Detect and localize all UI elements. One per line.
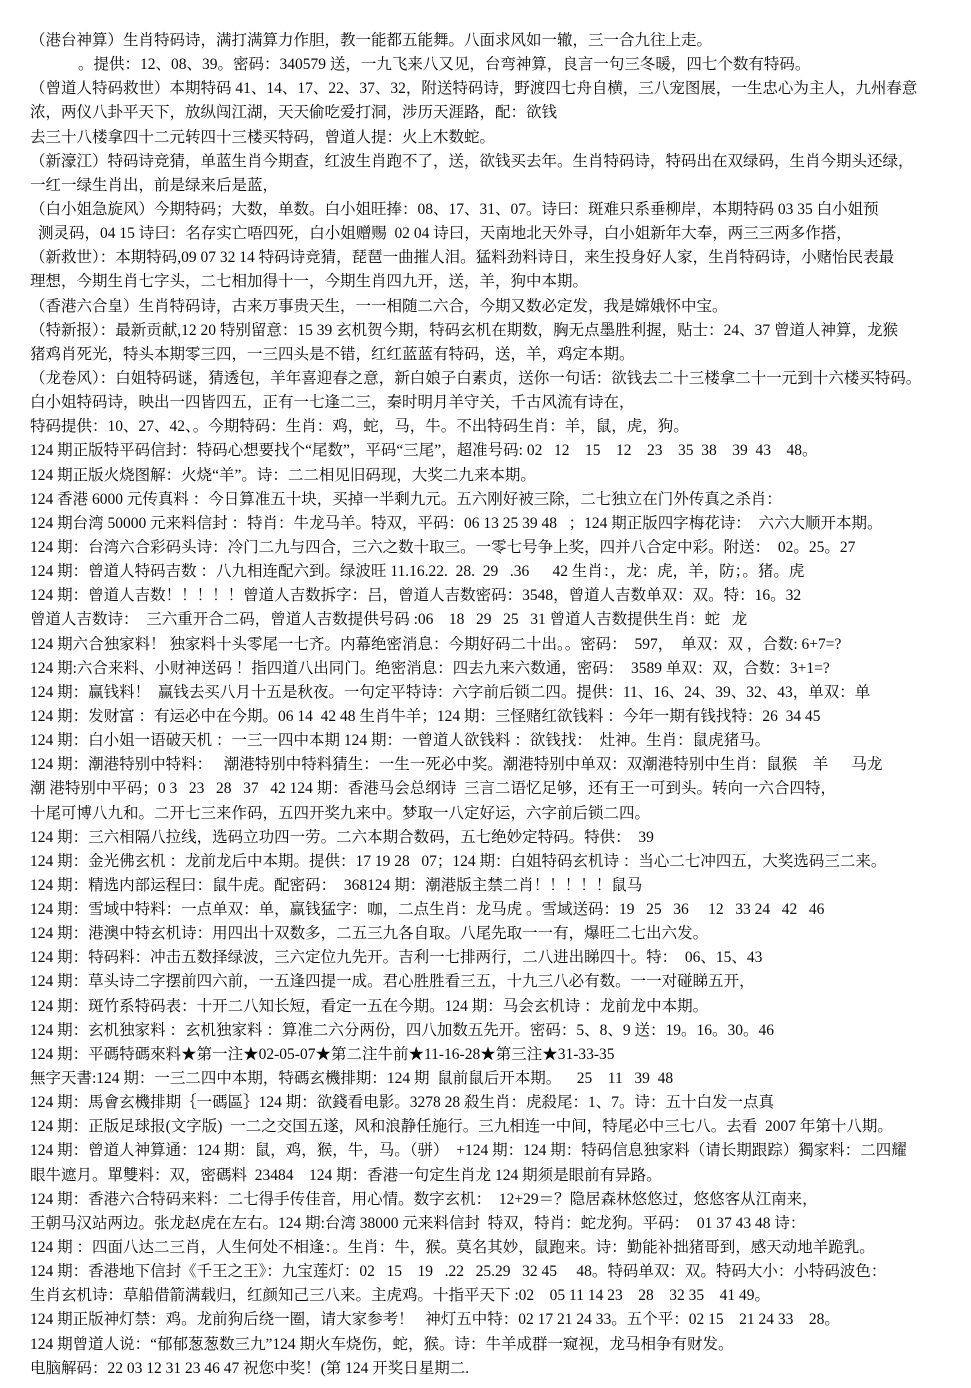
text-line: 124 期：发财富 ：有运必中在今期。06 14 42 48 生肖牛羊；124 期：三怪赌红欲钱料 ：今年一期有钱找特：26 34 45 (30, 707, 821, 725)
text-line: （特新报）：最新贡献,12 20 特别留意：15 39 玄机贺今期，特码玄机在期数，胸无点墨胜利握，贴士：24、37 曾道人神算，龙猴 (30, 321, 899, 339)
text-line: 124 期正版神灯禁：鸡。龙前狗后绕一圈，请大家参考！ 神灯五中特：02 17 21 24 33。五个平：02 15 21 24 33 28。 (30, 1311, 840, 1329)
text-line: 124 期：三六相隔八拉线，选码立功四一劳。二六本期合数码，五七绝妙定特码。特供： 39 (30, 828, 654, 846)
text-line: 124 期：香港地下信封《千王之王》：九宝莲灯：02 15 19 .22 25.29 32 45 48。特码单双：双。特码大小：小特码波色： (30, 1263, 887, 1281)
text-line: 白小姐特码诗，映出一四皆四五，正有一七逢二三，秦时明月羊守关，千古风流有诗在， (30, 394, 635, 412)
text-line: 猪鸡肖死光，特头本期零三四，一三四头是不错，红红蓝蓝有特码，送，羊，鸡定本期。 (30, 345, 635, 363)
text-line: （港台神算）生肖特码诗，满打满算力作胆，教一能都五能舞。八面求风如一辙，三一合九往上走。 (30, 32, 713, 49)
text-line: （白小姐急旋风）今期特码；大数，单数。白小姐旺捧：08、17、31、07。诗曰：斑难只系垂柳岸，本期特码 03 35 白小姐预 (30, 200, 879, 218)
document-body (30, 29, 969, 1381)
text-line: 124 期：曾道人特码吉数 ：八九相连配六到。绿波旺 11.16.22. 28. 29 .36 42 生肖：，龙：虎，羊，防；。猪。虎 (30, 563, 805, 581)
text-line: 测灵码，04 15 诗曰：名存实亡唔四死，白小姐赠赐 02 04 诗曰，天南地北天外寻，白小姐新年大奉，两三三两多作搭， (38, 225, 852, 243)
text-line: 124 期正版特平码信封：特码心想要找个“尾数”，平码“三尾”，超准号码: 02 12 15 12 23 35 38 39 43 48。 (30, 442, 818, 460)
text-line: 电脑解码：22 03 12 31 23 46 47 祝您中奖！(第 124 开奖日星期二. (30, 1359, 470, 1377)
text-line: 曾道人吉数诗： 三六重开合二码，曾道人吉数提供号码 :06 18 29 25 31 曾道人吉数提供生肖：蛇 龙 (30, 611, 748, 629)
text-line: 124 期台湾 50000 元来料信封 ：特肖：牛龙马羊。特双，平码：06 13 25 39 48 ；124 期正版四字梅花诗： 六六大顺开本期。 (30, 514, 883, 532)
text-line: 浓，两仪八卦平天下，放纵闯江湖，天天偷吃爱打洞，涉历天涯路，配：欲钱 (30, 104, 558, 122)
text-line: 一红一绿生肖出，前是绿来后是蓝， (30, 176, 279, 194)
text-line: 124 期：特码料：冲击五数择绿波，三六定位九先开。吉利一七排两行，二八进出睇四十。特： 06、15、43 (30, 949, 763, 967)
text-line: （新救世）：本期特码,09 07 32 14 特码诗竞猜，琵琶一曲摧人泪。猛料劲料诗日，来生投身好人家，生肖特码诗，小赌怡民表最 (30, 249, 895, 267)
text-line: （新濠江）特码诗竞猜，单蓝生肖今期查，红波生肖跑不了，送，欲钱买去年。生肖特码诗，特码出在双绿码，生肖今期头还绿， (30, 152, 914, 170)
text-line: 生肖玄机诗：草船借箭满载归，红颜知己三八来。主虎鸡。十指平天下 :02 05 11 14 23 28 32 35 41 49。 (30, 1287, 770, 1305)
text-line: 124 期：白小姐一语破天机 ：一三一四中本期 124 期：一曾道人欲钱料 ：欲钱找： 灶神。生肖：鼠虎猪马。 (30, 732, 771, 750)
text-line: 特码提供：10、27、42、。今期特码：生肖：鸡，蛇，马，牛。不出特码生肖：羊，鼠，虎，狗。 (30, 418, 689, 436)
text-line: （曾道人特码救世）本期特码 41、14、17、22、37、32，附送特码诗，野渡四七舟自横，三八宠图展，一生忠心为主人，九州春意 (30, 80, 918, 98)
text-line: 無字天書:124 期：一三二四中本期，特碼玄機排期：124 期 鼠前鼠后开本期。 25 11 39 48 (30, 1070, 674, 1088)
text-line: 124 期：精选内部运程曰：鼠牛虎。配密码： 368124 期：潮港版主禁二肖！！！！！鼠马 (30, 876, 643, 894)
text-line: 124 期：正版足球报(文字版) 一二之交国五遂，风和浪静任施行。三九相连一中间，特尾必中三七八。去看 2007 年第十八期。 (30, 1118, 893, 1136)
text-line: 124 期：曾道人神算通：124 期：鼠，鸡，猴，牛，马。（骈） +124 期：124 期：特码信息独家料（请长期跟踪）獨家料：二四耀 (30, 1142, 907, 1160)
text-line: 124 期：玄机独家料 ：玄机独家料 ：算准二六分两份，四八加数五先开。密码：5、8、9 送：19。16。30。46 (30, 1021, 775, 1039)
text-line: 124 期 ：四面八达二三肖，人生何处不相逢：。生肖：牛，猴。莫名其妙，鼠跑来。诗：勤能补拙猪哥到，感天动地羊跪乳。 (30, 1239, 875, 1257)
text-line: 124 期：斑竹系特码表：十开二八知长短，看定一五在今期。124 期：马会玄机诗 ：龙前龙中本期。 (30, 997, 709, 1015)
text-line: 眼牛遮月。單雙料：双，密碼料 23484 124 期：香港一句定生肖龙 124 期须是眼前有异路。 (30, 1166, 662, 1184)
text-line: 。提供：12、08、39。密码：340579 送，一九飞来八又见，台弯神算，良言一句三冬暖，四七个数有特码。 (78, 56, 811, 74)
text-line: 124 期：金光佛玄机 ：龙前龙后中本期。提供：17 19 28 07；124 期：白姐特码玄机诗 ：当心二七冲四五，大奖选码三二来。 (30, 852, 887, 870)
text-line: 124 期：平碼特碼來料★第一注★02-05-07★第二注牛前★11-16-28★第三注★31-33-35 (30, 1045, 615, 1063)
text-line: 124 期：曾道人吉数！！！！！曾道人吉数拆字：吕，曾道人吉数密码：3548，曾道人吉数单双：双。特：16。32 (30, 587, 802, 605)
text-line: 去三十八楼拿四十二元转四十三楼买特码，曾道人提：火上木数蛇。 (30, 128, 496, 146)
text-line: 124 期六合独家料！ 独家料十头零尾一七齐。内幕绝密消息：今期好码二十出。。密码： 597， 单双：双 ，合数: 6+7=? (30, 635, 842, 653)
text-line: （香港六合皇）生肖特码诗，古来万事贵天生，一一相随二六合，今期又数必定发，我是嫦娥怀中宝。 (30, 297, 728, 315)
text-line: 理想，今期生肖七字头，二七相加得十一，今期生肖四九开，送，羊，狗中本期。 (30, 273, 589, 291)
text-line: 124 香港 6000 元传真料 ：今日算准五十块，买掉一半剩九元。五六刚好被三除，二七独立在门外传真之杀肖： (30, 490, 782, 508)
text-line: 124 期：草头诗二字摆前四六前，一五逢四提一成。君心胜胜看三五，十九三八必有数。一一对碰睇五开， (30, 973, 755, 991)
text-line: 124 期：雪域中特料：一点单双：单，赢钱猛字：咖，二点生肖：龙马虎 。雪域送码：19 25 36 12 33 24 42 46 (30, 901, 825, 919)
text-line: 124 期：台湾六合彩码头诗：冷门二九与四合，三六之数十取三。一零七号争上奖，四并八合定中彩。附送： 02。25。27 (30, 538, 856, 556)
text-line: 124 期正版火烧图解：火烧“羊”。诗：二二相见旧码现，大奖二九来本期。 (30, 466, 536, 484)
text-line: 十尾可博八九和。二开七三来作码，五四开奖九来中。梦取一八定好运，六字前后锁二四。 (30, 804, 651, 822)
text-line: 王朝马汉站两边。张龙赵虎在左右。124 期:台湾 38000 元来料信封 特双，特肖：蛇龙狗。平码： 01 37 43 48 诗： (30, 1214, 806, 1232)
text-line: 124 期：香港六合特码来料：二七得手传佳音，用心情。数字玄机： 12+29＝？隐居森林悠悠过，悠悠客从江南来， (30, 1190, 818, 1208)
text-line: 124 期：馬會玄機排期｛一碼區｝124 期：欲錢看电影。3278 28 殺生肖：虎殺尾：1、7。诗：五十白发一点真 (30, 1094, 775, 1112)
text-line: 124 期:六合来料、小财神送码 ！指四道八出同门。绝密消息：四去九来六数通，密码： 3589 单双：双，合数：3+1=? (30, 659, 830, 677)
text-line: 124 期：潮港特别中特料： 潮港特别中特料猜生：一生一死必中奖。潮港特别中单双：双潮港特别中生肖：鼠猴 羊 马龙 (30, 756, 883, 774)
text-line: 124 期：赢钱料！ 赢钱去买八月十五是秋夜。一句定平特诗：六字前后锁二四。提供：11、16、24、39、32、43，单双：单 (30, 683, 871, 701)
text-line: 潮 港特别中平码；0 3 23 28 37 42 124 期：香港马会总纲诗 三言二语忆足够，还有王一可到头。转向一六合四特， (30, 780, 837, 798)
text-line: （龙卷风）：白姐特码谜，猜透包，羊年喜迎春之意，新白娘子白素贞，送你一句话：欲钱去二十三楼拿二十一元到十六楼买特码。 (30, 369, 922, 387)
text-line: 124 期：港澳中特玄机诗：用四出十双数多，二五三九各自取。八尾先取一一有，爆旺二七出六发。 (30, 925, 709, 943)
text-line: 124 期曾道人说：“郁郁葱葱数三九”124 期火车烧伤，蛇，猴。诗：牛羊成群一窥视，龙马相争有财发。 (30, 1335, 734, 1353)
